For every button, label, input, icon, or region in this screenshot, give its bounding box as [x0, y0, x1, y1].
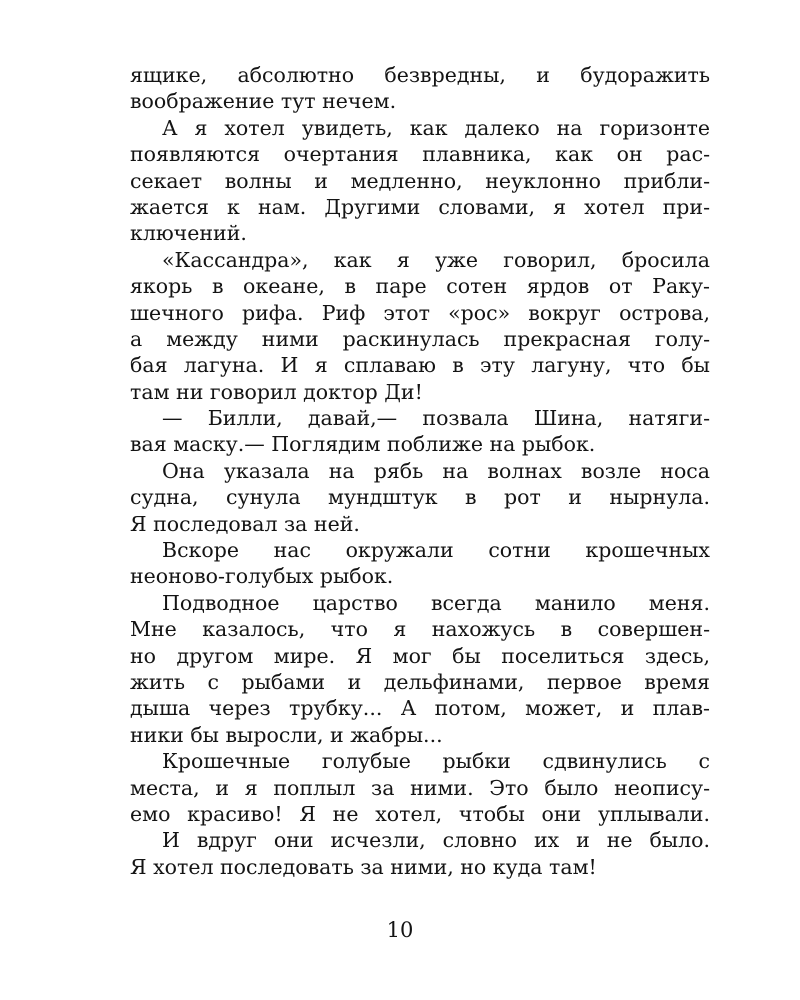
- text-line: дыша через трубку... А потом, может, и плав-: [130, 696, 710, 721]
- text-line: Крошечные голубые рыбки сдвинулись с: [162, 749, 710, 774]
- text-line: места, и я поплыл за ними. Это было неопису-: [130, 775, 710, 800]
- text-line: жается к нам. Другими словами, я хотел при-: [130, 194, 710, 219]
- text-line: емо красиво! Я не хотел, чтобы они уплывали.: [130, 801, 710, 826]
- text-line: — Билли, давай,— позвала Шина, натяги-: [162, 406, 710, 431]
- text-line: Вскоре нас окружали сотни крошечных: [162, 538, 710, 563]
- text-line: секает волны и медленно, неуклонно прибли-: [130, 168, 710, 193]
- text-line: ники бы выросли, и жабры...: [130, 722, 443, 747]
- text-line: ключений.: [130, 221, 247, 246]
- page-number: 10: [386, 918, 414, 942]
- text-line: но другом мире. Я мог бы поселиться здесь,: [130, 643, 710, 668]
- text-line: Подводное царство всегда манило меня.: [162, 590, 710, 615]
- text-line: ящике, абсолютно безвредны, и будоражить: [130, 63, 710, 87]
- text-line: жить с рыбами и дельфинами, первое время: [130, 669, 710, 694]
- text-line: появляются очертания плавника, как он рас-: [130, 142, 710, 167]
- text-line: вая маску.— Поглядим поближе на рыбок.: [130, 432, 596, 457]
- text-line: неоново-голубых рыбок.: [130, 564, 394, 589]
- text-line: а между ними раскинулась прекрасная голу-: [130, 326, 710, 351]
- body-text: [130, 62, 710, 880]
- text-line: бая лагуна. И я сплаваю в эту лагуну, что бы: [130, 353, 710, 378]
- text-line: «Кассандра», как я уже говорил, бросила: [162, 247, 710, 272]
- text-line: Она указала на рябь на волнах возле носа: [162, 458, 710, 483]
- text-line: Я последовал за ней.: [130, 511, 360, 536]
- text-line: А я хотел увидеть, как далеко на горизонте: [162, 115, 710, 140]
- text-line: шечного рифа. Риф этот «рос» вокруг острова,: [130, 300, 710, 325]
- text-line: там ни говорил доктор Ди!: [130, 379, 423, 404]
- text-line: воображение тут нечем.: [130, 89, 397, 114]
- text-line: судна, сунула мундштук в рот и нырнула.: [130, 485, 710, 510]
- text-line: Мне казалось, что я нахожусь в совершен-: [130, 617, 710, 642]
- text-line: якорь в океане, в паре сотен ярдов от Раку-: [130, 274, 710, 299]
- text-line: И вдруг они исчезли, словно их и не было.: [162, 828, 710, 853]
- text-line: Я хотел последовать за ними, но куда там!: [130, 854, 597, 879]
